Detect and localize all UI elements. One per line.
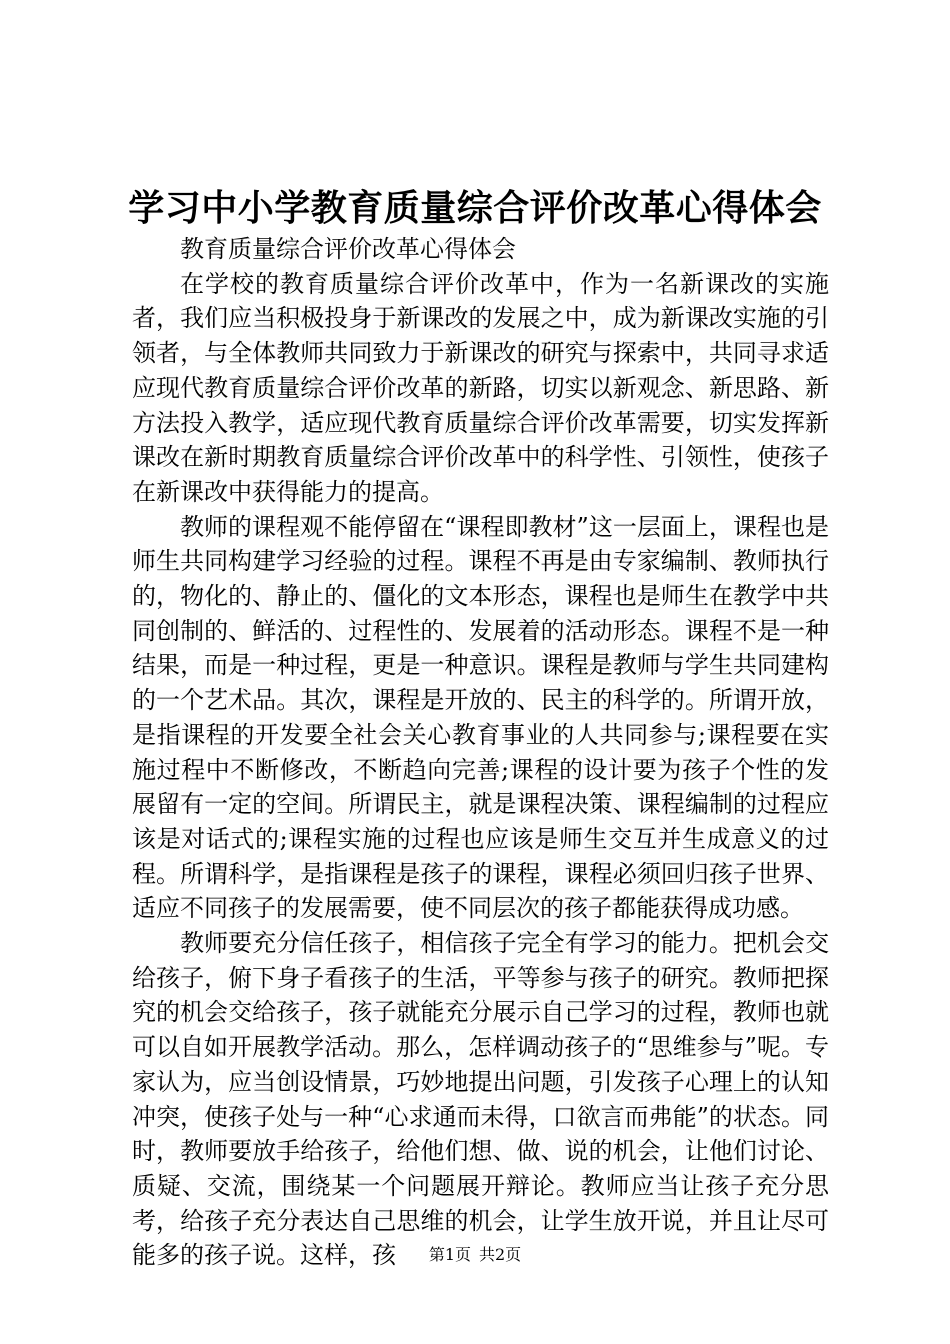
page-number: 第1页 bbox=[428, 1245, 471, 1264]
paragraph-3: 教师要充分信任孩子，相信孩子完全有学习的能力。把机会交给孩子，俯下身子看孩子的生活，平等参与孩子的研究。教师把探究的机会交给孩子，孩子就能充分展示自己学习的过程，教师也就可以自如开展教学活动。那么，怎样调动孩子的“思维参与”呢。专家认为，应当创设情景，巧妙地提出问题，引发孩子心理上的认知冲突，使孩子处与一种“心求通而未得，口欲言而弗能”的状态。同时，教师要放手给孩子，给他们想、做、说的机会，让他们讨论、质疑、交流，围绕某一个问题展开辩论。教师应当让孩子充分思考，给孩子充分表达自己思维的机会，让学生放开说，并且让尽可能多的孩子说。这样，孩 bbox=[132, 929, 829, 1270]
document-title: 学习中小学教育质量综合评价改革心得体会 bbox=[128, 188, 822, 229]
document-body bbox=[132, 232, 829, 1273]
paragraph-1: 在学校的教育质量综合评价改革中，作为一名新课改的实施者，我们应当积极投身于新课改的发展之中，成为新课改实施的引领者，与全体教师共同致力于新课改的研究与探索中，共同寻求适应现代教育质量综合评价改革的新路，切实以新观念、新思路、新方法投入教学，适应现代教育质量综合评价改革需要，切实发挥新课改在新时期教育质量综合评价改革中的科学性、引领性，使孩子在新课改中获得能力的提高。 bbox=[132, 269, 829, 506]
paragraph-2: 教师的课程观不能停留在“课程即教材”这一层面上，课程也是师生共同构建学习经验的过程。课程不再是由专家编制、教师执行的，物化的、静止的、僵化的文本形态，课程也是师生在教学中共同创制的、鲜活的、过程性的、发展着的活动形态。课程不是一种结果，而是一种过程，更是一种意识。课程是教师与学生共同建构的一个艺术品。其次，课程是开放的、民主的科学的。所谓开放，是指课程的开发要全社会关心教育事业的人共同参与;课程要在实施过程中不断修改，不断趋向完善;课程的设计要为孩子个性的发展留有一定的空间。所谓民主，就是课程决策、课程编制的过程应该是对话式的;课程实施的过程也应该是师生交互并生成意义的过程。所谓科学，是指课程是孩子的课程，课程必须回归孩子世界、适应不同孩子的发展需要，使不同层次的孩子都能获得成功感。 bbox=[132, 512, 829, 923]
page-total: 共2页 bbox=[479, 1245, 522, 1264]
page-footer bbox=[0, 1244, 950, 1266]
document-subtitle: 教育质量综合评价改革心得体会 bbox=[180, 235, 516, 263]
